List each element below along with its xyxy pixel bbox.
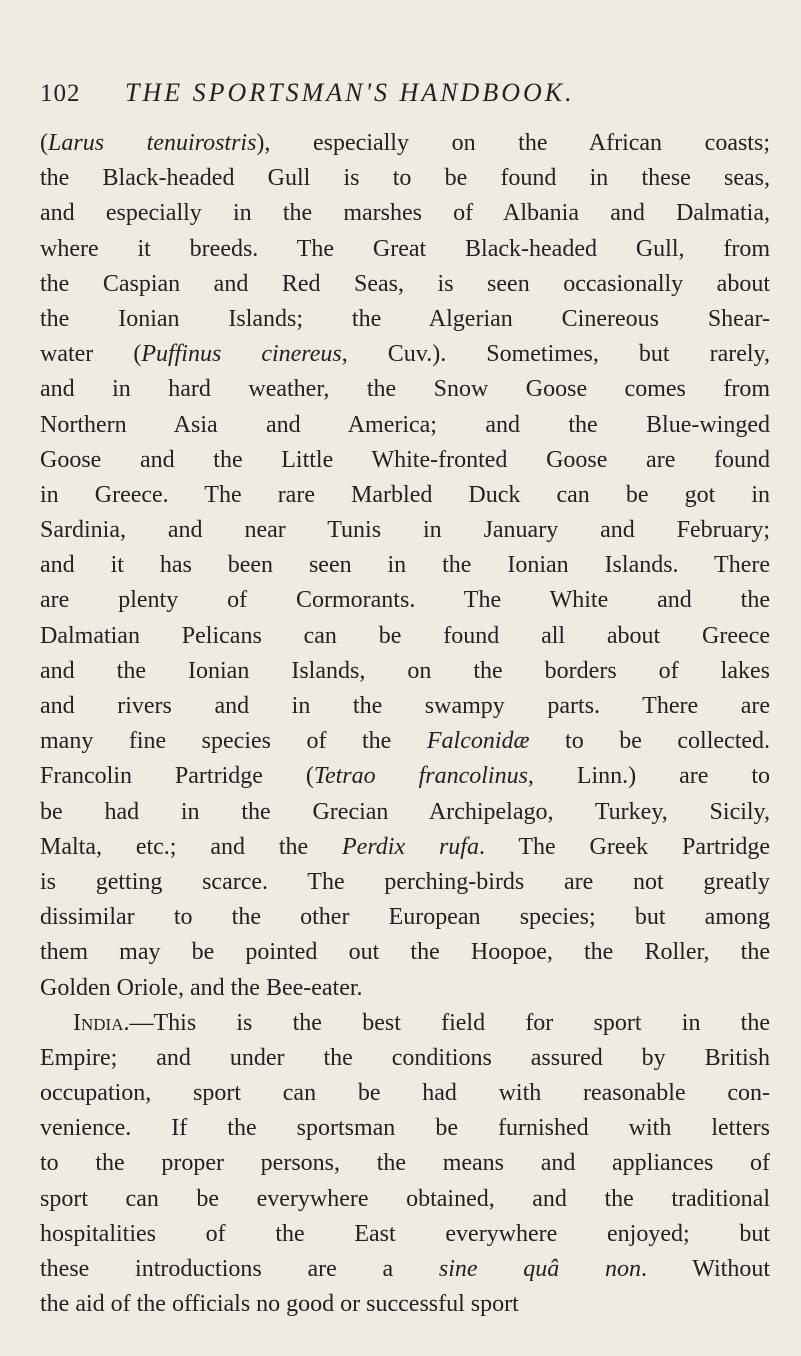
text-segment: Francolin Partridge ( [40, 763, 314, 790]
text-line [40, 759, 770, 794]
italic-text: Puffinus cinereus [141, 341, 342, 368]
text-segment: and especially in the marshes of Albania and Dalmatia, [40, 200, 770, 227]
text-line [40, 478, 770, 513]
text-line [40, 1111, 770, 1146]
text-line [40, 161, 770, 196]
text-segment: and rivers and in the swampy parts. There are [40, 693, 770, 719]
text-line [40, 232, 770, 267]
text-line [40, 1006, 770, 1041]
text-segment: . The Greek Partridge [478, 833, 771, 860]
text-line [40, 548, 770, 583]
text-line [40, 513, 770, 548]
italic-text: sine quâ non [438, 1256, 641, 1282]
text-segment: where it breeds. The Great Black-headed Gull, from [40, 235, 770, 262]
text-line [40, 408, 770, 443]
text-segment: ( [40, 130, 48, 156]
text-segment: Empire; and under the conditions assured by British [40, 1044, 770, 1071]
text-segment: be had in the Grecian Archipelago, Turkey, Sicily, [40, 798, 770, 825]
text-line [40, 302, 770, 337]
text-segment: and it has been seen in the Ionian Islands. There [40, 552, 770, 579]
text-segment: in Greece. The rare Marbled Duck can be got in [40, 481, 770, 508]
text-segment: the Ionian Islands; the Algerian Cinereous Shear- [40, 305, 770, 332]
text-segment: .—This is the best field for sport in the [123, 1009, 770, 1036]
text-line [40, 1076, 770, 1111]
text-line [40, 337, 770, 372]
text-segment: Golden Oriole, and the Bee-eater. [40, 974, 363, 1001]
section-heading: India [73, 1009, 124, 1036]
text-line [40, 1287, 770, 1322]
text-line [40, 654, 770, 689]
text-line [40, 865, 770, 900]
text-segment: the Caspian and Red Seas, is seen occasionally about [40, 270, 770, 297]
text-segment: these introductions are a [40, 1256, 439, 1282]
body-text [40, 126, 770, 1322]
text-line [40, 900, 770, 935]
text-line [40, 1146, 770, 1181]
text-line [40, 1182, 770, 1217]
page-number: 102 [40, 80, 81, 107]
text-segment: and in hard weather, the Snow Goose comes from [40, 376, 770, 403]
text-segment: ), especially on the African coasts; [256, 130, 770, 156]
text-line [40, 795, 770, 830]
text-segment: are plenty of Cormorants. The White and the [40, 587, 770, 614]
text-line [40, 267, 770, 302]
text-segment: hospitalities of the East everywhere enjoyed; but [40, 1220, 770, 1247]
italic-text: Perdix rufa [342, 833, 479, 860]
text-line [40, 126, 770, 161]
text-line [40, 1217, 770, 1252]
text-segment: dissimilar to the other European species; but among [40, 904, 770, 931]
text-line [40, 619, 770, 654]
text-segment: Sardinia, and near Tunis in January and February; [40, 517, 770, 544]
italic-text: Larus tenuirostris [48, 130, 257, 156]
text-line [40, 689, 770, 724]
text-segment: Goose and the Little White-fronted Goose are found [40, 446, 770, 473]
text-segment: . Without [641, 1256, 770, 1282]
text-segment: them may be pointed out the Hoopoe, the Roller, the [40, 939, 770, 966]
text-line [40, 196, 770, 231]
text-segment: the aid of the officials no good or successful sport [40, 1291, 519, 1318]
italic-text: Tetrao francolinus [313, 763, 528, 790]
text-segment: Dalmatian Pelicans can be found all about Greece [40, 622, 770, 649]
text-line [40, 724, 770, 759]
text-segment: is getting scarce. The perching-birds are not greatly [40, 868, 770, 895]
text-line [40, 935, 770, 970]
text-segment: , Linn.) are to [527, 763, 770, 790]
text-segment: to the proper persons, the means and appliances of [40, 1150, 770, 1177]
running-title: THE SPORTSMAN'S HANDBOOK. [125, 78, 575, 107]
text-line [40, 971, 770, 1006]
text-segment: , Cuv.). Sometimes, but rarely, [341, 341, 770, 368]
running-head [40, 72, 770, 112]
text-line [40, 443, 770, 478]
text-segment: venience. If the sportsman be furnished with letters [40, 1115, 770, 1142]
text-segment: the Black-headed Gull is to be found in these seas, [40, 165, 770, 192]
text-segment: occupation, sport can be had with reasonable con- [40, 1080, 770, 1107]
text-line [40, 583, 770, 618]
text-segment: water ( [40, 341, 142, 368]
text-segment: and the Ionian Islands, on the borders of lakes [40, 657, 770, 684]
text-segment: Northern Asia and America; and the Blue-winged [40, 411, 770, 438]
text-segment: many fine species of the [40, 728, 427, 755]
text-line [40, 372, 770, 407]
text-segment: Malta, etc.; and the [40, 833, 343, 860]
text-line [40, 830, 770, 865]
text-line [40, 1041, 770, 1076]
italic-text: Falconidæ [426, 728, 530, 755]
text-segment: sport can be everywhere obtained, and the traditional [40, 1185, 770, 1212]
text-segment: to be collected. [529, 728, 771, 755]
text-line [40, 1252, 770, 1287]
